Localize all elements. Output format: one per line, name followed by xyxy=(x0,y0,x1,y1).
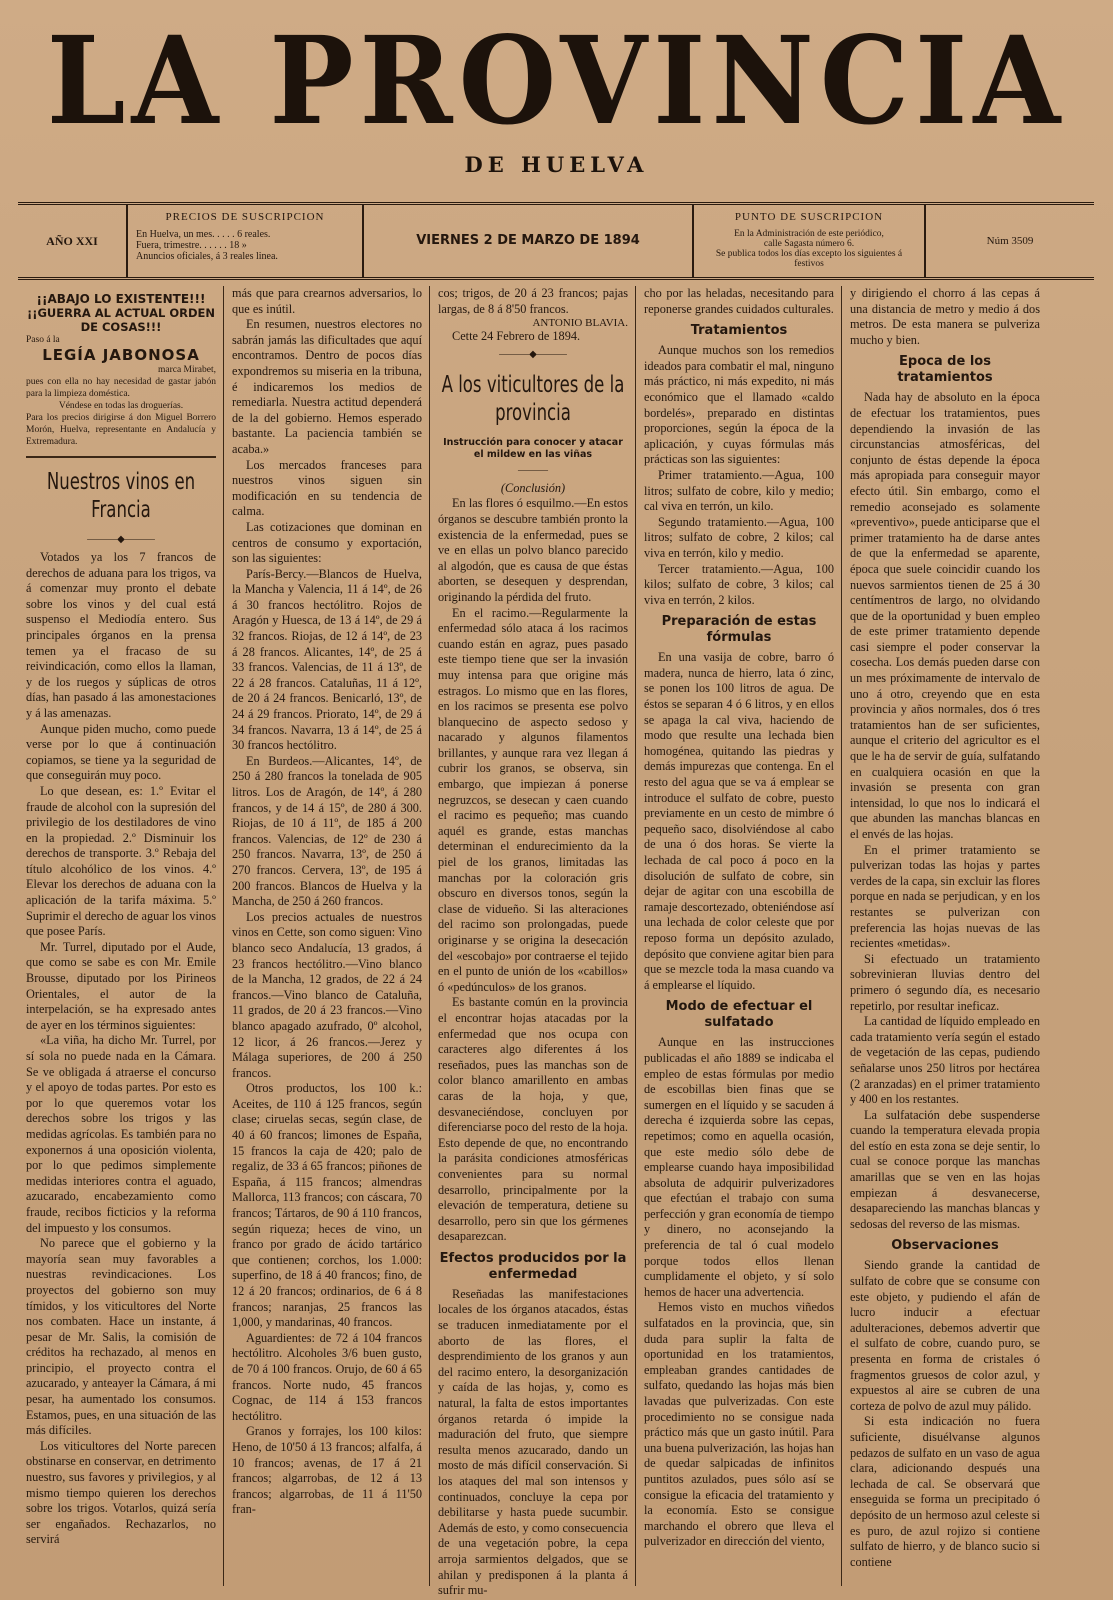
column-5 xyxy=(850,286,1040,1586)
paragraph: Votados ya los 7 francos de derechos de aduana para los trigos, va á comenzar muy pronto el debate sobre los vinos y del cual está suspenso el Mediodía entero. Sus principales órganos en la prensa temen ya el fracaso de su reivindicación, como ellos la llaman, y de los ruegos y súplicas de otros días, han pasado á las amonestaciones y á las amenazas. xyxy=(26,550,216,720)
paragraph: Primer tratamiento.—Agua, 100 litros; sulfato de cobre, kilo y medio; cal viva en terrón, un kilo. xyxy=(644,467,834,514)
paragraph: Otros productos, los 100 k.: Aceites, de 110 á 125 francos, según clase; ciruelas secas, según clase, de 40 á 60 francos; limones de España, 15 francos la caja de 420; palo de regaliz, de 33 á 65 francos; piñones de España, á 115 francos; almendras Mallorca, 113 francos; con cáscara, 70 francos; Tártaros, de 90 á 110 francos, según riqueza; heces de vino, un franco por grado de ácido tartárico que contienen; corchos, los 1.000: superfino, de 18 á 40 francos; fino, de 12 á 20 francos; ordinarios, de 6 á 8 francos; naranjas, 25 francos las 1,000, y mandarinas, 40 francos. xyxy=(232,1081,422,1330)
paragraph: En el racimo.—Regularmente la enfermedad sólo ataca á los racimos cuando están en agraz, pues pasado este tiempo tiene que ser la invasión muy intensa para que origine más estragos. Lo mismo que en las flores, en los racimos se presenta ese polvo blanquecino de aspecto sedoso y nacarado y algunos filamentos brillantes, y aunque rara vez llegan á cubrir los granos, se observa, sin embargo, que impiezan á ponerse negruzcos, se desecan y caen cuando el racimo es pequeño; mas cuando aquél es grande, estas manchas determinan el endurecimiento da la piel de los granos, limitadas las manchas por la coloración gris obscuro en diversos tonos, según la clase de vidueño. Si las alteraciones del racimo son prolongadas, puede originarse y se origina la desecación del «escobajo» por contraerse el tejido en el punto de unión de los «cabillos» ó «pedúnculos» de los granos. xyxy=(438,605,628,994)
article-title-vinos: Nuestros vinos en Francia xyxy=(46,469,196,523)
subscription-point-line2: calle Sagasta número 6. xyxy=(763,239,855,249)
paragraph: Lo que desean, es: 1.º Evitar el fraude de alcohol con la supresión del privilegio de los destiladores de vino en la propiedad. 2.º Disminuir los derechos de transporte. 3.º Rebaja del título alcohólico de los vinos. 4.º Elevar los derechos de aduana con la aplicación de la tarifa máxima. 5.º Suprimir el derecho de aguar los vinos que posee París. xyxy=(26,783,216,939)
article-title-viticultores: A los viticultores de la provincia xyxy=(441,371,625,426)
subscription-point-line1: En la Administración de este periódico, xyxy=(734,229,884,239)
paragraph: cos; trigos, de 20 á 23 francos; pajas largas, de 8 á 8'50 francos. xyxy=(438,286,628,316)
column-4 xyxy=(644,286,834,1586)
subscription-point xyxy=(694,205,926,277)
dateline: Cette 24 Febrero de 1894. xyxy=(452,329,581,344)
section-heading: Observaciones xyxy=(891,1238,999,1254)
subscription-point-line3: Se publica todos los días excepto los siguientes á festivos xyxy=(715,249,903,269)
columns xyxy=(18,286,1094,1598)
paragraph: Es bastante común en la provincia el encontrar hojas atacadas por la enfermedad que nos ocupa con caracteres algo diferentes á los reseñados, pues las manchas son de color blanco amarillento en ambas caras de la hoja, y que, desvaneciéndose, concluyen por diferenciarse poco del resto de la hoja. Esto depende de que, no encontrando la parásita condiciones atmosféricas convenientes para su normal desarrollo, principalmente por la elevación de temperatura, detiene su desarrollo, pero sin que los gérmenes desaparezcan. xyxy=(438,995,628,1244)
paragraph: La sulfatación debe suspenderse cuando la temperatura elevada propia del estío en esta zona se deje sentir, lo cual se conoce porque las manchas amarillas que se ven en las hojas empiezan á desvanecerse, desapareciendo las manchas blancas y sedosas del reverso de las mismas. xyxy=(850,1107,1040,1231)
price-line-ads: Anuncios oficiales, á 3 reales linea. xyxy=(136,251,278,262)
ornament: ———◆——— xyxy=(499,348,567,360)
section-heading: Efectos producidos por la enfermedad xyxy=(439,1250,627,1282)
paragraph: Granos y forrajes, los 100 kilos: Heno, de 10'50 á 13 francos; alfalfa, á 10 francos; avenas, de 17 á 21 francos; algarrobas, de 12 á 13 francos; algarrobas, de 11 á 11'50 fran- xyxy=(232,1424,422,1517)
paragraph: Nada hay de absoluto en la época de efectuar los tratamientos, pues dependiendo la invasión de las circunstancias atmosféricas, del conjunto de éstas depende la época más apropiada para conseguir mayor efecto útil. Sin embargo, como el remedio aconsejado es solamente «preventivo», puede anticiparse que el primer tratamiento ha de darse antes de que la enfermedad se aparente, época que suele coincidir cuando los nuevos sarmientos tienen de 25 á 30 centímentros de largo, no olvidando que de la oportunidad y buen empleo de este primer tratamiento depende casi siempre el poder conservar la cosecha. Los demás pueden darse con un mes próximamente de intervalo de uno á otro, creyendo que en esta provincia y años normales, dos ó tres tratamientos han de ser suficientes, aunque el criterio del agricultor es el que le ha de servir de guía, sulfatando en cualquiera ocasión en que la invasión se presenta con gran intensidad, lo que nos lo indicará el que abunden las manchas blancas en el envés de las hojas. xyxy=(850,390,1040,841)
section-heading: Preparación de estas fórmulas xyxy=(661,614,817,646)
ad-headline-2: ¡¡GUERRA AL ACTUAL ORDEN DE COSAS!!! xyxy=(26,306,216,334)
ornament: ———◆——— xyxy=(87,534,155,545)
section-heading: Tratamientos xyxy=(690,323,788,339)
issue-number: Núm 3509 xyxy=(986,235,1034,247)
ad-contact: Para los precios dirigirse á don Miguel Borrero Morón, Huelva, representante en Andalucía y Extremadura. xyxy=(26,413,216,447)
paragraph: Los precios actuales de nuestros vinos en Cette, son como siguen: Vino blanco seco Andalucía, 13 grados, á 23 francos hectólitro.—Vino blanco de la Mancha, 12 grados, de 22 á 24 francos.—Vino blanco de Cataluña, 11 grados, de 20 á 23 francos.—Vino blanco apagado azufrado, 0º alcohol, 12 licor, á 26 francos.—Jerez y Málaga superiores, de 200 á 250 francos. xyxy=(232,909,422,1080)
ad-line: Paso á la xyxy=(26,335,60,345)
price-line-local: En Huelva, un mes. . . . . 6 reales. xyxy=(136,229,271,240)
masthead-subtitle: DE HUELVA xyxy=(464,152,649,177)
column-3 xyxy=(438,286,628,1598)
divider xyxy=(26,456,216,458)
paragraph: «La viña, ha dicho Mr. Turrel, por sí sola no puede nada en la Cámara. Se ve obligada á atraerse el concurso y el apoyo de todas partes. Por esto es por lo que queremos votar los derechos sobre los trigos y las medidas agrícolas. Es también para no exponernos á una oposición violenta, por lo que pedimos simplemente medidas interiores contra el aguado, azucarado, encabezamiento como fraude, recibos ficticios y la reforma del impuesto y los consumos. xyxy=(26,1033,216,1235)
section-heading: Modo de efectuar el sulfatado xyxy=(665,999,813,1031)
paragraph: Tercer tratamiento.—Agua, 100 kilos; sulfato de cobre, 3 kilos; cal viva en terrón, 2 kilos. xyxy=(644,561,834,607)
ad-sale-note: Véndese en todas las droguerías. xyxy=(58,401,184,411)
conclusion-label: (Conclusión) xyxy=(500,480,566,495)
paragraph: No parece que el gobierno y la mayoría sean muy favorables a nuestras revindicaciones. Los proyectos del gobierno son muy tímidos, y los viticultores del Norte nos combaten. Hace un instante, á pesar de Mr. Salis, la comisión de créditos ha rechazado, al menos en principio, el proyecto contra el azucarado, y anteayer la Cámara, á mi pesar, ha aumentado los consumos. Estamos, pues, en una situación de las más difíciles. xyxy=(26,1236,216,1438)
column-2 xyxy=(232,286,422,1586)
paragraph: En las flores ó esquilmo.—En estos órganos se descubre también pronto la existencia de la enfermedad, pues se ve en ellas un polvo blanco parecido al algodón, que es causa de que éstas aborten, se desequen y desprendan, originando la pérdida del fruto. xyxy=(438,496,628,604)
paragraph: Segundo tratamiento.—Agua, 100 litros; sulfato de cobre, 2 kilos; cal viva en terrón, kilo y medio. xyxy=(644,514,834,560)
issue-date: VIERNES 2 DE MARZO DE 1894 xyxy=(364,205,694,277)
ad-headline-1: ¡¡ABAJO LO EXISTENTE!!! xyxy=(36,292,206,306)
signature: ANTONIO BLAVIA. xyxy=(532,317,628,330)
paragraph: Aunque en las instrucciones publicadas el año 1889 se indicaba el empleo de estas fórmulas por medio de escobillas bien finas que se sumergen en el líquido y se sacuden á derecha é izquierda sobre las cepas, repetimos; como en aquella ocasión, que este medio sólo debe de emplearse cuando haya imposibilidad absoluta de adquirir pulverizadores que efectúan el trabajo con suma perfección y gran economía de tiempo y dinero, no aconsejando la preferencia de tal ó cual modelo porque todos ellos llenan cumplidamente el objeto, y sí solo hemos de hacer una advertencia. xyxy=(644,1035,834,1299)
subscription-prices-title: PRECIOS DE SUSCRIPCION xyxy=(165,211,325,223)
paragraph: En Burdeos.—Alicantes, 14º, de 250 á 280 francos la tonelada de 905 litros. Los de Aragón, de 14º, á 280 francos, y de 14 á 15º, de 280 á 300. Riojas, de 10 á 11º, de 185 á 200 francos. Valencias, de 12º de 230 á 250 francos. Navarra, 13º, de 250 á 270 francos. Cervera, 13º, de 195 á 200 francos. Blancos de Huelva y la Mancha, de 250 á 260 francos. xyxy=(232,753,422,909)
masthead-title: LA PROVINCIA xyxy=(46,10,1067,153)
column-rule xyxy=(429,286,430,1586)
column-rule xyxy=(841,286,842,1586)
paragraph: Si efectuado un tratamiento sobrevinieran lluvias dentro del primero ó segundo día, es necesario repetirlo, por resultar ineficaz. xyxy=(850,951,1040,1013)
paragraph: y dirigiendo el chorro á las cepas á una distancia de metro y medio á dos metros. De esta manera se pulveriza mucho y bien. xyxy=(850,286,1040,347)
subscription-prices xyxy=(128,205,364,277)
ad-product-name: LEGÍA JABONOSA xyxy=(42,346,200,364)
info-bar xyxy=(18,202,1094,280)
paragraph: Hemos visto en muchos viñedos sulfatados en la provincia, que, sin duda para suplir la falta de oportunidad en los tratamientos, empleaban grandes cantidades de sulfato, quedando las hojas más bien lavadas que pulverizadas. Con este procedimiento no se consigue nada práctico más que un gasto inútil. Para una buena pulverización, las hojas han de quedar salpicadas de infinitos puntitos azulados, pues sólo así se consigue la eficacia del tratamiento y la economía. Esto se consigue marchando el obrero que lleva el pulverizador en dirección del viento, xyxy=(644,1300,834,1549)
paragraph: Los mercados franceses para nuestros vinos siguen sin modificación en su tendencia de calma. xyxy=(232,457,422,519)
price-line-outside: Fuera, trimestre. . . . . . 18 » xyxy=(136,240,247,251)
ornament: ——— xyxy=(518,464,548,476)
ad-description: pues con ella no hay necesidad de gastar jabón para la limpieza doméstica. xyxy=(26,377,216,399)
paragraph: En el primer tratamiento se pulverizan todas las hojas y partes verdes de la capa, sin excluir las flores porque en nada se perjudican, y en los restantes se pulverizan con preferencia las hojas nuevas de las recientes «metidas». xyxy=(850,842,1040,951)
paragraph: Reseñadas las manifestaciones locales de los órganos atacados, éstas se traducen inmediatamente por el aborto de las flores, el desprendimiento de los granos y aun del racimo entero, la desorganización y caída de las hojas, y, como es natural, la falta de estos importantes órganos retarda ó impide la maduración del fruto, que siempre resulta menos azucarado, dando un mosto de más difícil conservación. Si los ataques del mal son intensos y continuados, concluye la cepa por debilitarse y hasta puede sucumbir. Además de esto, y como consecuencia de una vegetación pobre, la cepa arroja sarmientos delgados, que se ahilan y predisponen á la planta á sufrir mu- xyxy=(438,1286,628,1598)
paragraph: Los viticultores del Norte parecen obstinarse en conservar, en detrimento nuestro, sus favores y privilegios, y al mismo tiempo quieren los derechos sobre los trigos. Votarlos, quizá sería ser engañados. Rechazarlos, no servirá xyxy=(26,1438,216,1547)
paragraph: Aguardientes: de 72 á 104 francos hectólitro. Alcoholes 3/6 buen gusto, de 70 á 100 francos. Orujo, de 60 á 65 francos. Norte nudo, 45 francos Cognac, de 114 á 153 francos hectólitro. xyxy=(232,1330,422,1423)
paragraph: Las cotizaciones que dominan en centros de consumo y exportación, son las siguientes: xyxy=(232,519,422,566)
paragraph: Aunque piden mucho, como puede verse por lo que á continuación copiamos, se tiene ya la seguridad de que conseguirán muy poco. xyxy=(26,721,216,783)
ad-brand: marca Mirabet, xyxy=(157,365,216,375)
paragraph: Siendo grande la cantidad de sulfato de cobre que se consume con este objeto, y pudiendo el afán de lucro inducir a efectuar adulteraciones, debemos advertir que el sulfato de cobre, cuando puro, se presenta en forma de cristales ó fragmentos gruesos de color azul, y expuestos al aire se cubren de una corteza de polvo de azul muy pálido. xyxy=(850,1258,1040,1413)
paragraph: La cantidad de líquido empleado en cada tratamiento vería según el estado de vegetación de las cepas, pudiendo señalarse unos 250 litros por hectárea (2 aranzadas) en el primer tratamiento y 400 en los restantes. xyxy=(850,1014,1040,1107)
paragraph: Mr. Turrel, diputado por el Aude, que como se sabe es con Mr. Emile Brousse, diputado por los Pirineos Orientales, el autor de la interpelación, se ha expresado antes de ayer en los términos siguientes: xyxy=(26,939,216,1032)
paragraph: cho por las heladas, necesitando para reponerse grandes cuidados culturales. xyxy=(644,286,834,316)
paragraph: Si esta indicación no fuera suficiente, disuélvanse algunos pedazos de sulfato en un vaso de agua clara, adicionando después una lechada de cal. Se observará que enseguida se forma un precipitado ó depósito de un hermoso azul celeste si es puro, de azul rojizo si contiene sulfato de hierro, y de blanco sucio si contiene xyxy=(850,1414,1040,1569)
issue-year: AÑO XXI xyxy=(18,205,128,277)
column-1 xyxy=(26,286,216,1586)
subscription-point-title: PUNTO DE SUSCRIPCION xyxy=(734,211,884,223)
section-heading: Epoca de los tratamientos xyxy=(897,354,993,386)
paragraph: París-Bercy.—Blancos de Huelva, la Mancha y Valencia, 11 á 14º, de 26 á 30 francos hectólitro. Rojos de Aragón y Huesca, de 13 á 14º, de 29 á 32 francos. Riojas, de 12 á 14º, de 23 á 28 francos. Alicantes, 14º, de 25 á 33 francos. Valencias, de 11 á 13º, de 22 á 28 francos. Cataluñas, 11 á 12º, de 20 á 24 francos. Benicarló, 13º, de 24 á 29 francos. Priorato, 14º, de 29 á 34 francos. Navarra, 13 á 14º, de 25 á 30 francos hectólitro. xyxy=(232,566,422,753)
paragraph: más que para crearnos adversarios, lo que es inútil. xyxy=(232,286,422,316)
paragraph: Aunque muchos son los remedios ideados para combatir el mal, ninguno más práctico, ni más expedito, ni más económico que el llamado «caldo bordelés», preparado en distintas proporciones, según la época de la aplicación, y cuyas fórmulas más prácticas son las siguientes: xyxy=(644,343,834,467)
paragraph: En una vasija de cobre, barro ó madera, nunca de hierro, lata ó zinc, se ponen los 100 litros de agua. De éstos se separan 4 ó 6 litros, y en ellos se apaga la cal viva, haciendo de modo que resulte una lechada bien homogénea, quitando las piedras y demás impurezas que contenga. En el resto del agua que se va á emplear se introduce el sulfato de cobre, puesto previamente en un cesto de mimbre ó pequeño saco, disolviéndose al cabo de una ó dos horas. Se vierte la lechada de cal poco á poco en la disolución de sulfato de cobre, sin dejar de agitar con una escobilla de ramaje descortezado, obteniéndose así una lechada de color celeste que por reposo forma un depósito azulado, depósito que conviene agitar bien para que se mezcle toda la masa cuando va á emplearse el líquido. xyxy=(644,650,834,992)
column-rule xyxy=(635,286,636,1586)
paragraph: En resumen, nuestros electores no sabrán jamás las dificultades que aquí encontramos. Dentro de pocos días expondremos su miseria en la tribuna, é indicaremos los medios de remediarla. Nuestra actitud dependerá de la del gobierno. Hemos esperado bastante. La paciencia también se acaba.» xyxy=(232,317,422,456)
article-subtitle: Instrucción para conocer y atacar el mildew en las viñas xyxy=(443,436,623,460)
